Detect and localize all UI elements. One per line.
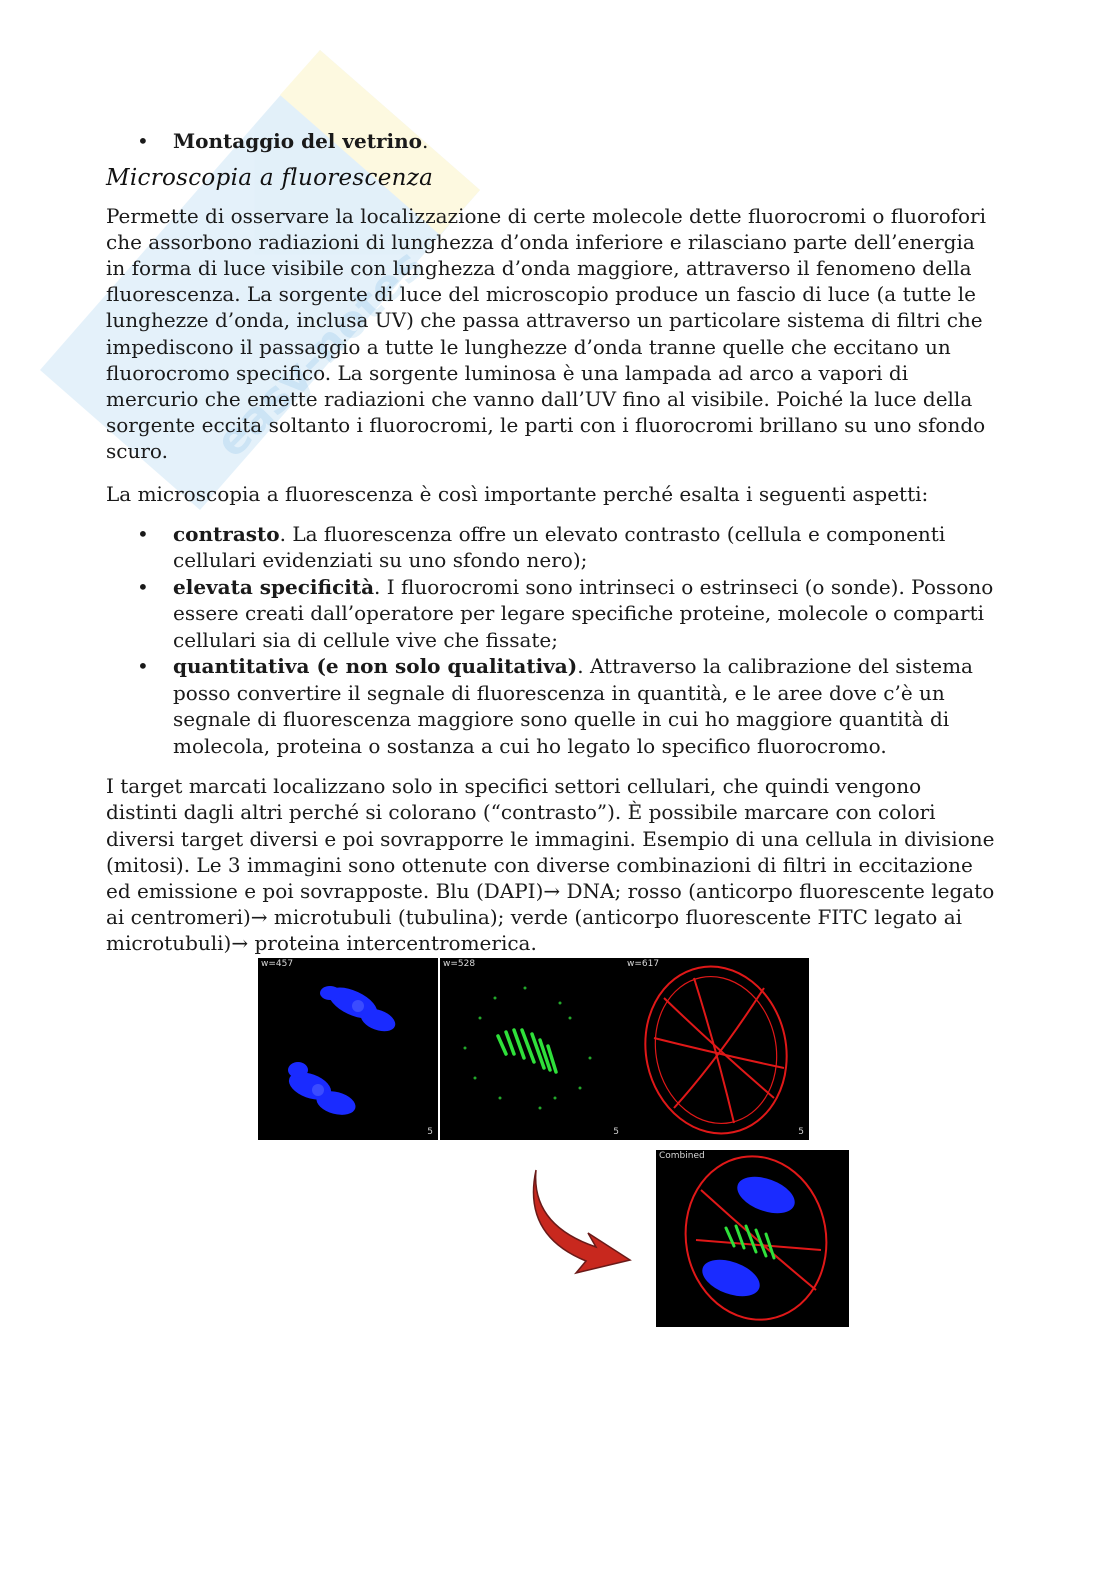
list-item: • elevata specificità. I fluorocromi sono intrinseci o estrinseci (o sonde). Possono essere creati dall’operatore per legare specifiche proteine, molecole o comparti cellulari sia di cellule vive che fissate; bbox=[106, 574, 996, 654]
scale-label: 5 bbox=[427, 1127, 433, 1137]
list-item: • Montaggio del vetrino. bbox=[106, 128, 996, 155]
panel-combined bbox=[656, 1150, 849, 1327]
paragraph-aspects-intro: La microscopia a fluorescenza è così importante perché esalta i seguenti aspetti: bbox=[106, 481, 929, 506]
panel-label: w=528 bbox=[443, 959, 476, 969]
paragraph-intro: Permette di osservare la localizzazione di certe molecole dette fluorocromi o fluorofori che assorbono radiazioni di lunghezza d’onda inferiore e rilasciano parte dell’energia in forma di luce visibile con lunghezza d’onda maggiore, attraverso il fenomeno della fluorescenza. La sorgente di luce del microscopio produce un fascio di luce (a tutte le lunghezze d’onda, inclusa UV) che passa attraverso un particolare sistema di filtri che impediscono il passaggio a tutte le lunghezze d’onda tranne quelle che eccitano un fluorocromo specifico. La sorgente luminosa è una lampada ad arco a vapori di mercurio che emette radiazioni che vanno dall’UV fino al visibile. Poiché la luce della sorgente eccita soltanto i fluorocromi, le parti con i fluorocromi brillano su uno sfondo scuro. bbox=[106, 203, 987, 464]
list-item: • quantitativa (e non solo qualitativa). Attraverso la calibrazione del sistema posso convertire il segnale di fluorescenza in quantità, e le aree dove c’è un segnale di fluorescenza maggiore sono quelle in cui ho maggiore quantità di molecola, proteina o sostanza a cui ho legato lo specifico fluorocromo. bbox=[106, 653, 996, 759]
panel-red-tubulin bbox=[624, 958, 809, 1140]
section-heading: Microscopia a fluorescenza bbox=[106, 164, 434, 191]
paragraph-targets: I target marcati localizzano solo in specifici settori cellulari, che quindi vengono distinti dagli altri perché si colorano (“contrasto”). È possibile marcare con colori diversi target diversi e poi sovrapporre le immagini. Esempio di una cellula in divisione (mitosi). Le 3 immagini sono ottenute con diverse combinazioni di filtri in eccitazione ed emissione e poi sovrapposte. Blu (DAPI)→ DNA; rosso (anticorpo fluorescente legato ai centromeri)→ microtubuli (tubulina); verde (anticorpo fluorescente FITC legato ai microtubuli)→ proteina intercentromerica. bbox=[106, 774, 995, 956]
scale-label: 5 bbox=[613, 1127, 619, 1137]
svg-text:easy-notes: easy-notes bbox=[205, 239, 434, 468]
panel-label: Combined bbox=[659, 1151, 705, 1161]
page-content bbox=[106, 128, 996, 957]
scale-label: 5 bbox=[798, 1127, 804, 1137]
arrow-icon bbox=[526, 1165, 636, 1275]
panel-blue-dapi bbox=[258, 958, 438, 1140]
bullet-bold-text: Montaggio del vetrino bbox=[173, 129, 422, 153]
aspects-list bbox=[106, 521, 996, 760]
top-bullet-list bbox=[106, 128, 996, 155]
panel-green-fitc bbox=[440, 958, 624, 1140]
list-item: • contrasto. La fluorescenza offre un elevato contrasto (cellula e componenti cellulari evidenziati su uno sfondo nero); bbox=[106, 521, 996, 574]
panel-label: w=617 bbox=[627, 959, 660, 969]
panel-label: w=457 bbox=[261, 959, 294, 969]
